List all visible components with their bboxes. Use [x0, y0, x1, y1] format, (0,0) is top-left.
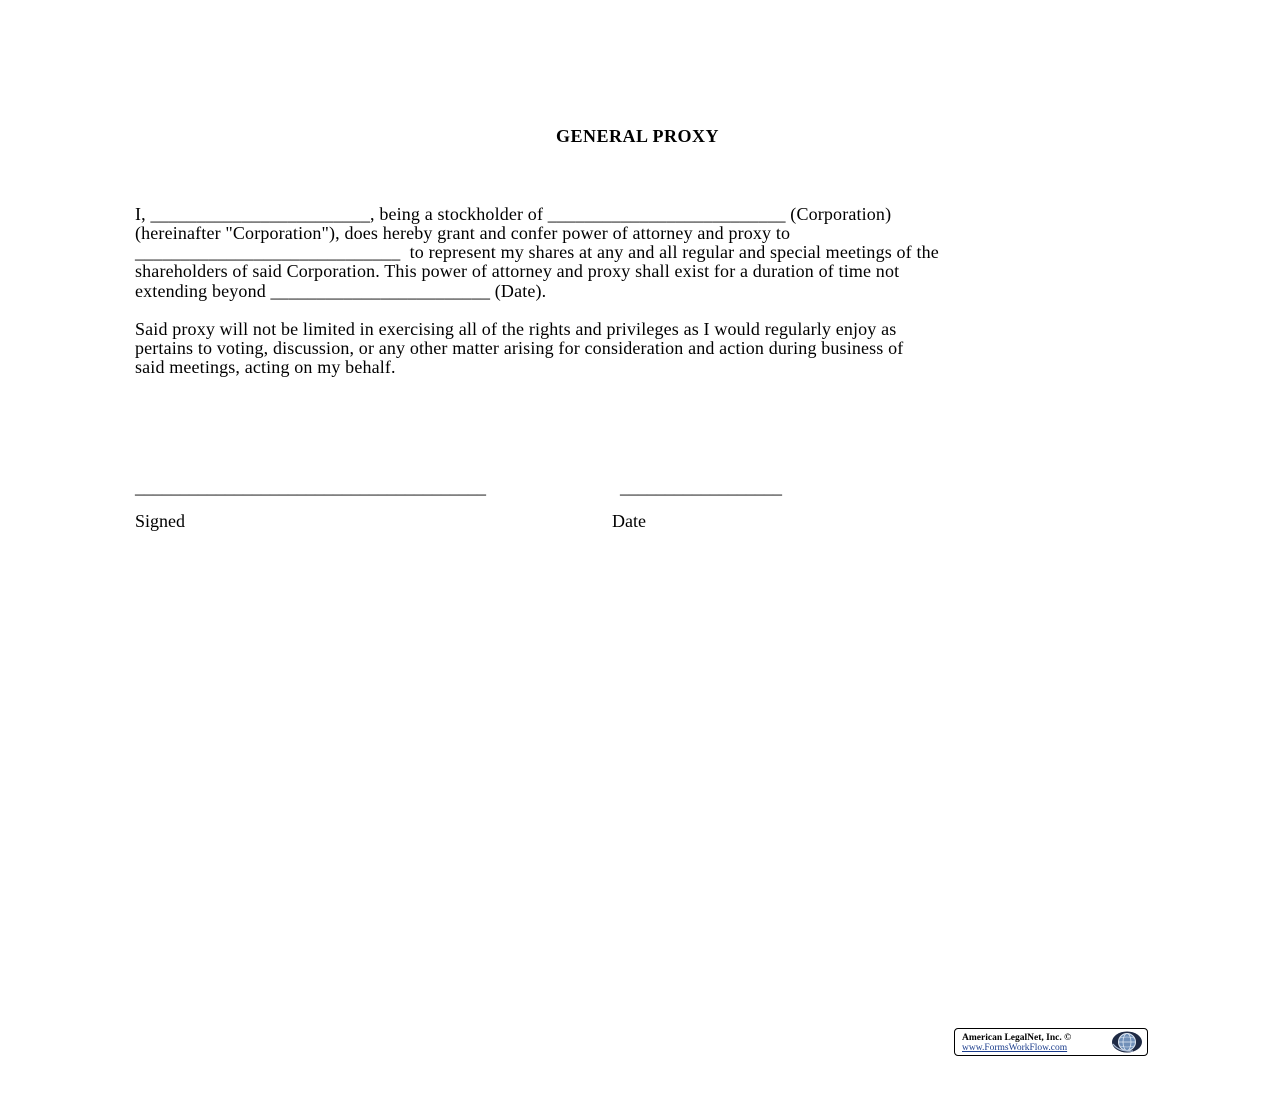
text-line: said meetings, acting on my behalf.: [135, 357, 396, 377]
text-line: pertains to voting, discussion, or any other matter arising for consideration and action during business of: [135, 338, 904, 358]
page-title: GENERAL PROXY: [555, 126, 719, 146]
text-line: _____________________________ to represent my shares at any and all regular and special meetings of the: [135, 242, 939, 262]
text-line: extending beyond ________________________ (Date).: [135, 281, 547, 301]
footer-logo: [954, 1028, 1148, 1056]
globe-icon: [1107, 1030, 1143, 1054]
text-line: shareholders of said Corporation. This power of attorney and proxy shall exist for a duration of time not: [135, 261, 900, 281]
footer-company: American LegalNet, Inc. ©: [962, 1033, 1072, 1043]
signature-line: _______________________________________: [135, 477, 486, 497]
text-line: I, ________________________, being a stockholder of __________________________ (Corporation): [135, 204, 892, 224]
footer-url-link[interactable]: www.FormsWorkFlow.com: [962, 1043, 1068, 1053]
signed-label: Signed: [135, 511, 186, 531]
text-line: Said proxy will not be limited in exercising all of the rights and privileges as I would regularly enjoy as: [135, 319, 897, 339]
text-line: (hereinafter "Corporation"), does hereby grant and confer power of attorney and proxy to: [135, 223, 791, 243]
date-label: Date: [612, 511, 646, 531]
date-line: __________________: [620, 477, 782, 497]
